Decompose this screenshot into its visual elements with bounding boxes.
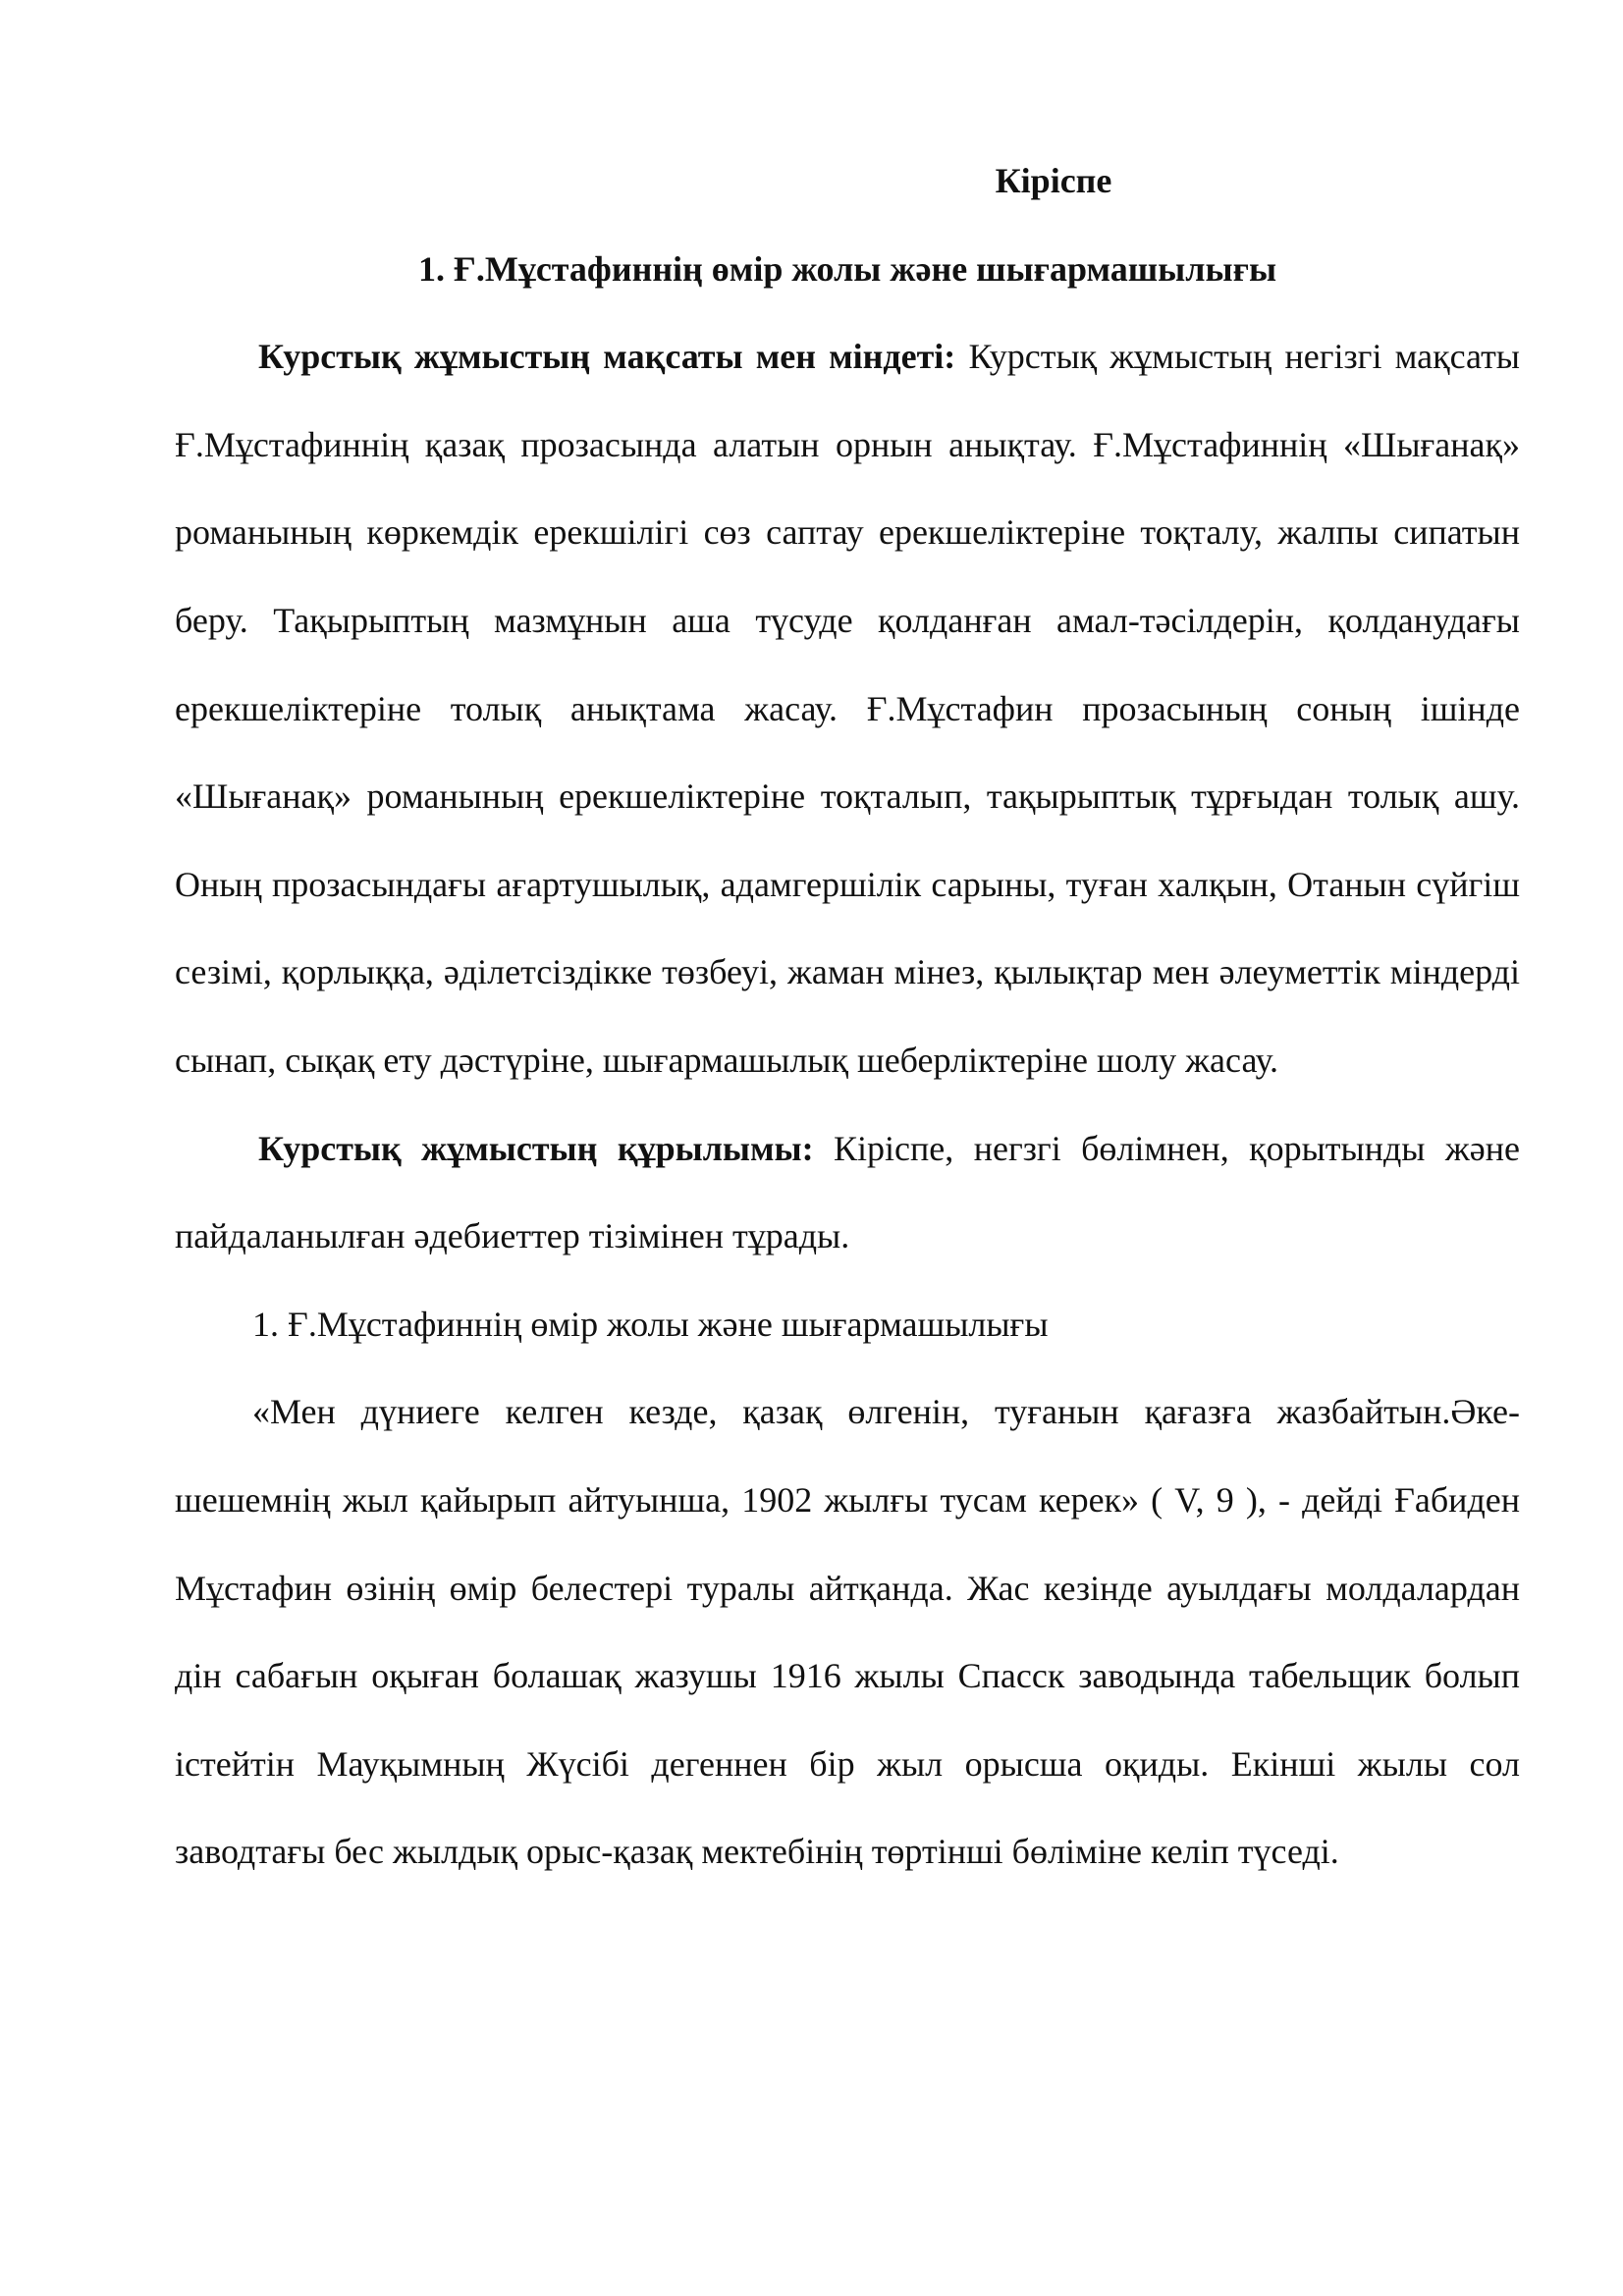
- body-paragraph: «Мен дүниеге келген кезде, қазақ өлгенін, туғанын қағазға жазбайтын.Әке-шешемнің жыл қайырып айтуынша, 1902 жылғы тусам керек» ( V, 9 ), - дейді Ғабиден Мұстафин өзінің өмір белестері туралы айтқанда. Жас кезінде ауылдағы молдалардан дін сабағын оқыған болашақ жазушы 1916 жылы Спасск заводында табельщик болып істейтін Мауқымның Жүсібі дегеннен бір жыл орысша оқиды. Екінші жылы сол заводтағы бес жылдық орыс-қазақ мектебінің төртінші бөліміне келіп түседі.: [175, 1392, 1520, 1872]
- structure-text: Кіріспе, негзгі бөлімнен, қорытынды және пайдаланылған әдебиеттер тізімінен тұрады.: [175, 1128, 1520, 1256]
- structure-heading: Курстық жұмыстың құрылымы:: [258, 1128, 814, 1168]
- structure-paragraph: [175, 1105, 1520, 1281]
- goal-paragraph: [175, 313, 1520, 1104]
- document-page: [175, 137, 1520, 1896]
- goal-text: Курстық жұмыстың негізгі мақсаты Ғ.Мұстафиннің қазақ прозасында алатын орнын анықтау. Ғ.Мұстафиннің «Шығанақ» романының көркемдік ерекшілігі сөз саптау ерекшеліктеріне тоқталу, жалпы сипатын беру. Тақырыптың мазмұнын аша түсуде қолданған амал-тәсілдерін, қолданудағы ерекшеліктеріне толық анықтама жасау. Ғ.Мұстафин прозасының соның ішінде «Шығанақ» романының ерекшеліктеріне тоқталып, тақырыптық тұрғыдан толық ашу. Оның прозасындағы ағартушылық, адамгершілік сарыны, туған халқын, Отанын сүйгіш сезімі, қорлыққа, әділетсіздікке төзбеуі, жаман мінез, қылықтар мен әлеуметтік міндерді сынап, сықақ ету дәстүріне, шығармашылық шеберліктеріне шолу жасау.: [175, 337, 1520, 1080]
- section-heading: 1. Ғ.Мұстафиннің өмір жолы және шығармашылығы: [252, 1304, 1049, 1344]
- document-subtitle: 1. Ғ.Мұстафиннің өмір жолы және шығармашылығы: [417, 248, 1277, 289]
- document-title: Кіріспе: [995, 161, 1112, 200]
- goal-heading: Курстық жұмыстың мақсаты мен міндеті:: [258, 337, 956, 377]
